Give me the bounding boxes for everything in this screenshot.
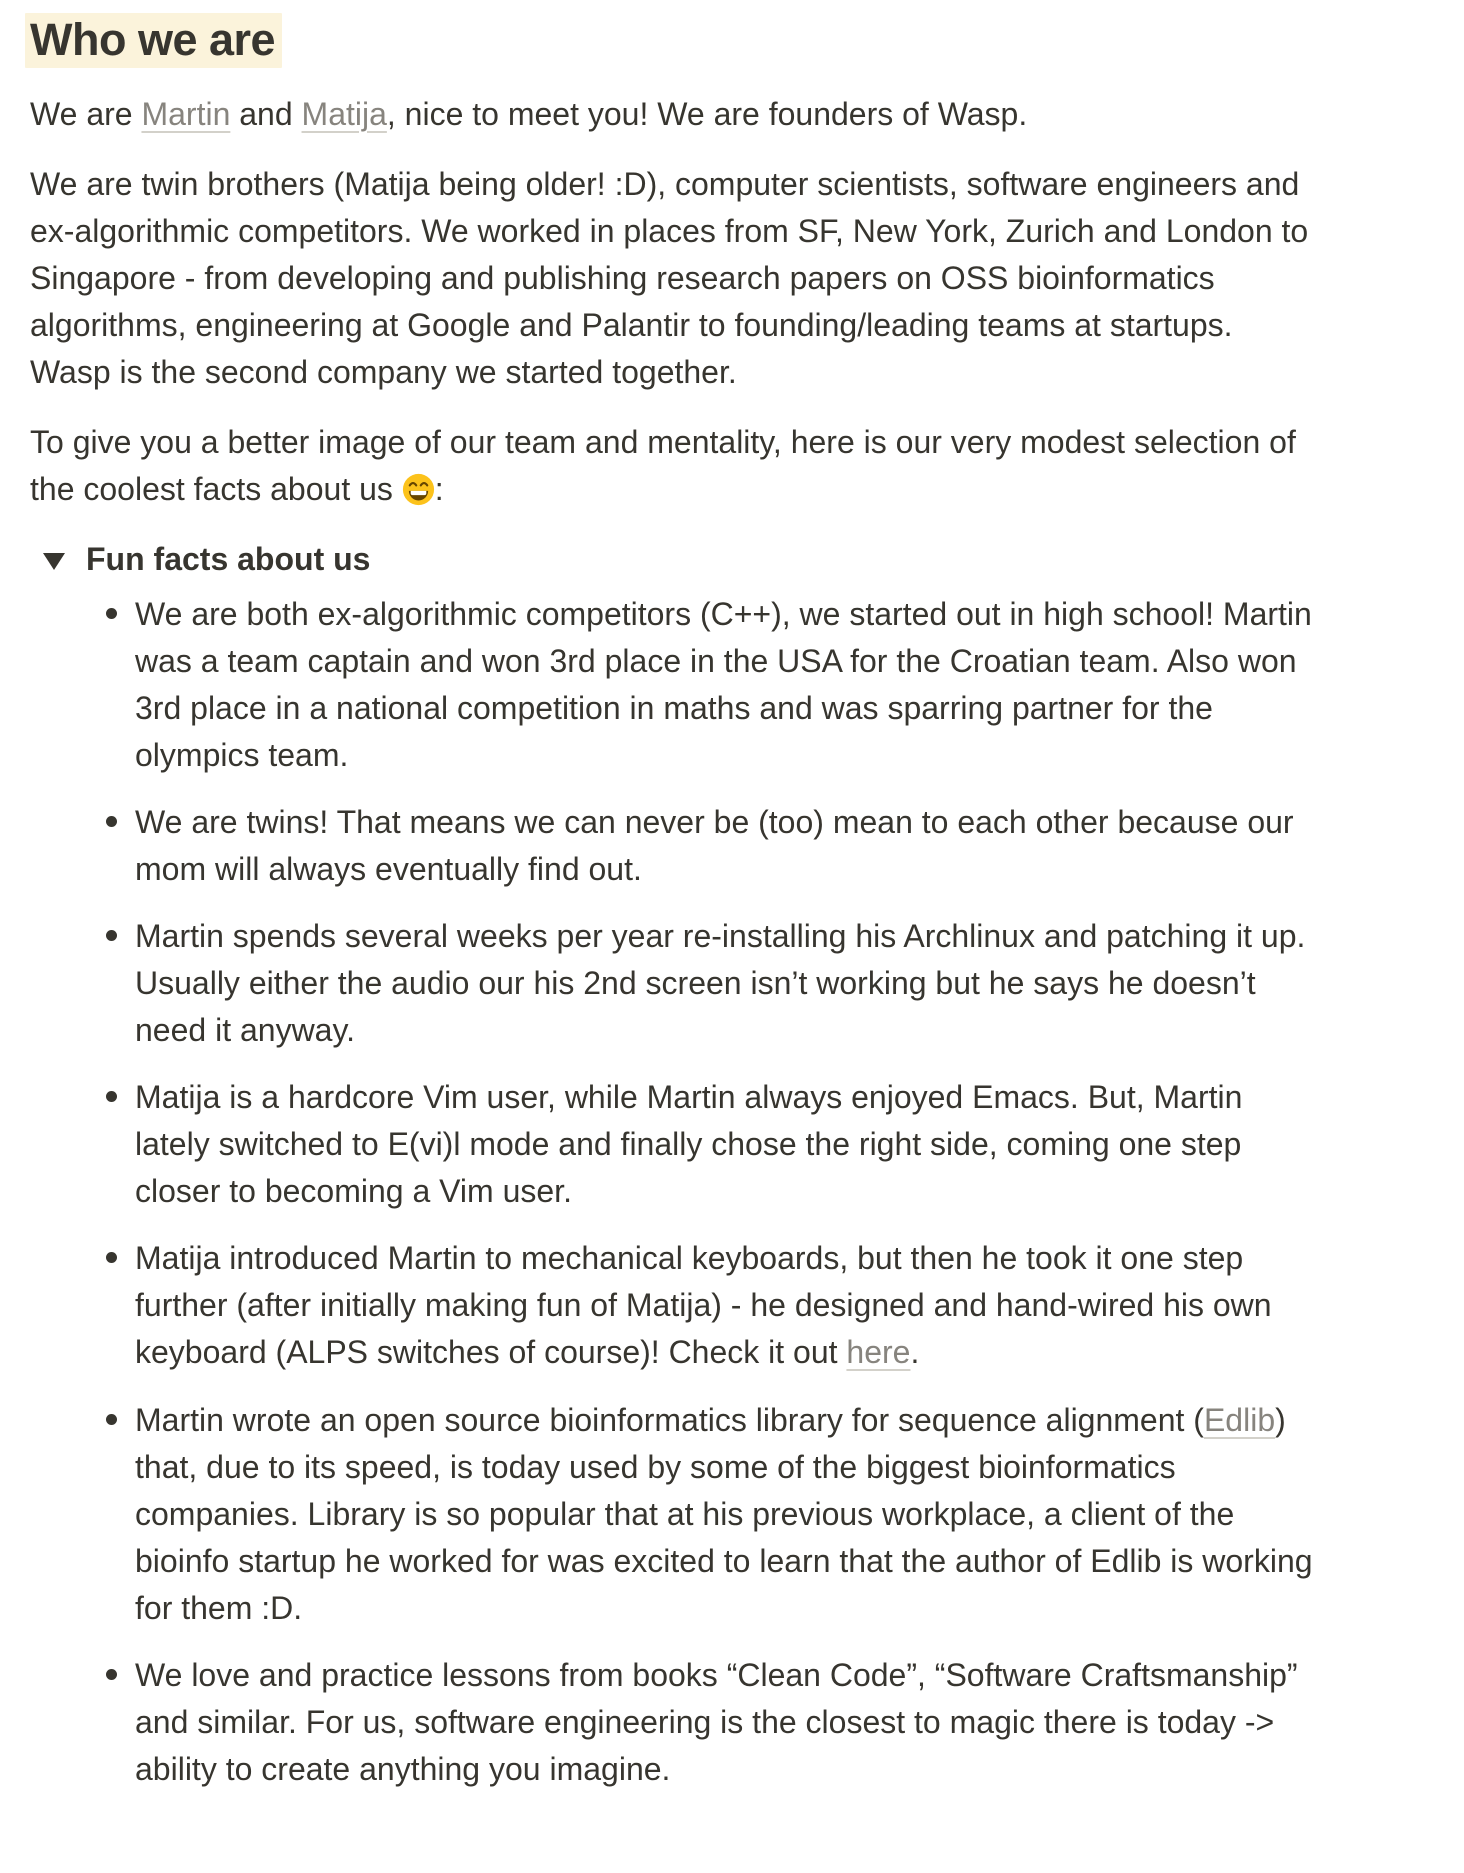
facts-intro-paragraph — [30, 419, 1319, 513]
facts-intro-colon: : — [434, 470, 444, 507]
fact-text: Martin spends several weeks per year re-installing his Archlinux and patching it up. Usually either the audio our his 2nd screen isn’t working but he says he doesn’t need it anyway. — [135, 918, 1306, 1049]
intro-text-1: We are — [30, 95, 142, 132]
fact-text: We love and practice lessons from books “Clean Code”, “Software Craftsmanship” and similar. For us, software engineering is the closest to magic there is today -> ability to create anything you imagine. — [135, 1656, 1298, 1787]
matija-link[interactable]: Matija — [301, 95, 387, 132]
list-item — [105, 799, 1319, 893]
intro-text-2: and — [230, 95, 302, 132]
grinning-emoji-icon — [402, 473, 435, 506]
bio-paragraph: We are twin brothers (Matija being older! :D), computer scientists, software engineers and ex-algorithmic competitors. We worked in places from SF, New York, Zurich and London to Singapore - from developing and publishing research papers on OSS bioinformatics algorithms, engineering at Google and Palantir to founding/leading teams at startups. Wasp is the second company we started together. — [30, 165, 1309, 390]
fun-facts-toggle[interactable] — [30, 536, 1319, 583]
list-item — [105, 1397, 1319, 1632]
fact-text: ) that, due to its speed, is today used by some of the biggest bioinformatics companies. Library is so popular that at his previous workplace, a client of the bioinfo startup he worked for was excited to learn that the author of Edlib is working for them :D. — [135, 1401, 1313, 1626]
fact-text: Matija introduced Martin to mechanical keyboards, but then he took it one step further (after initially making fun of Matija) - he designed and hand-wired his own keyboard (ALPS switches of course)! Check it out — [135, 1240, 1272, 1371]
list-item — [105, 591, 1319, 779]
intro-paragraph — [30, 91, 1319, 138]
fun-facts-list — [30, 591, 1319, 1793]
fact-text: Matija is a hardcore Vim user, while Martin always enjoyed Emacs. But, Martin lately switched to E(vi)l mode and finally chose the right side, coming one step closer to becoming a Vim user. — [135, 1079, 1243, 1210]
intro-text-3: , nice to meet you! We are founders of Wasp. — [386, 95, 1028, 132]
edlib-link[interactable]: Edlib — [1203, 1401, 1276, 1438]
fact-text: Martin wrote an open source bioinformatics library for sequence alignment ( — [135, 1401, 1204, 1438]
list-item — [105, 1652, 1319, 1793]
list-item — [105, 913, 1319, 1054]
keyboard-here-link[interactable]: here — [846, 1334, 911, 1371]
page-title-highlight: Who we are — [25, 13, 282, 68]
list-item — [105, 1074, 1319, 1215]
list-item — [105, 1235, 1319, 1376]
page-title — [30, 10, 1319, 71]
fact-text: We are twins! That means we can never be (too) mean to each other because our mom will always eventually find out. — [135, 804, 1294, 888]
toggle-open-triangle-icon[interactable] — [43, 553, 65, 570]
fact-text: . — [910, 1334, 920, 1371]
toggle-label[interactable]: Fun facts about us — [86, 541, 371, 577]
martin-link[interactable]: Martin — [141, 95, 231, 132]
fact-text: We are both ex-algorithmic competitors (C++), we started out in high school! Martin was a team captain and won 3rd place in the USA for the Croatian team. Also won 3rd place in a national competition in maths and was sparring partner for the olympics team. — [135, 596, 1312, 774]
facts-intro-text: To give you a better image of our team and mentality, here is our very modest selection of the coolest facts about us — [30, 423, 1296, 507]
